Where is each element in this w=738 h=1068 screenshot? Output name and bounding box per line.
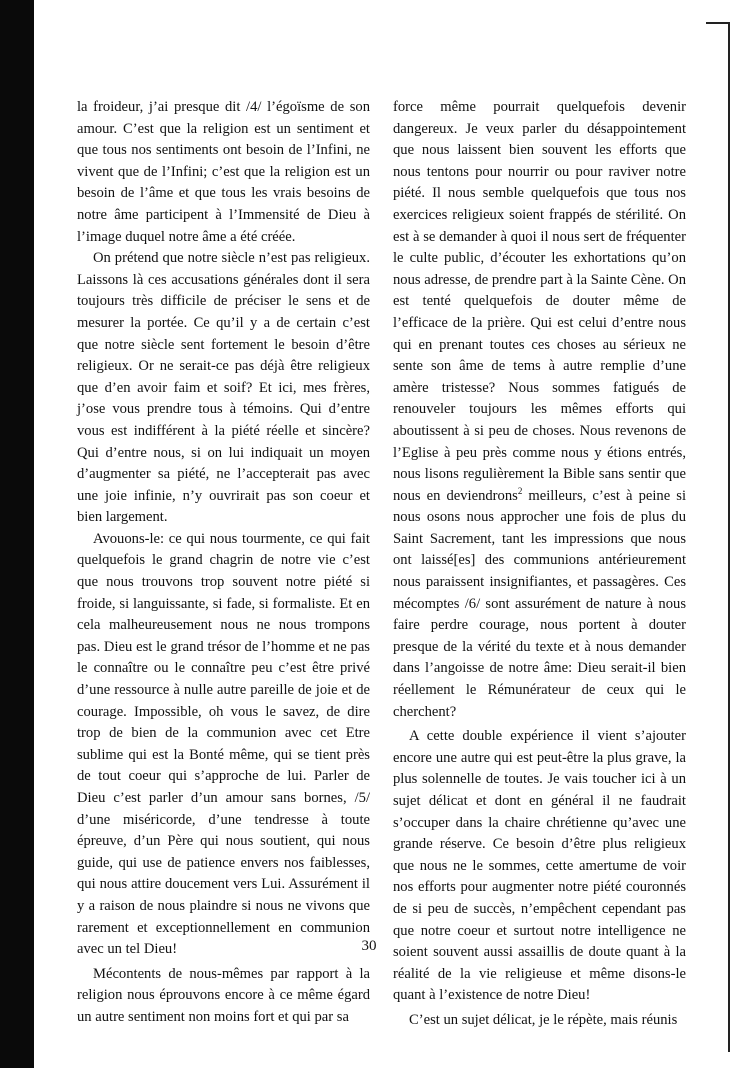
paragraph: Avouons-le: ce qui nous tourmente, ce qui fait quelquefois le grand chagrin de notre vie c’est que nous trouvons trop souvent notre piété si froide, si languissante, si fade, si formaliste. Et en cela malheureusement nous ne nous trompons pas. Dieu est le grand trésor de l’homme et ne pas le connaître ou le connaître peu c’est être privé d’une ressource à nulle autre pareille de joie et de courage. Impossible, oh vous le savez, de dire trop de bien de la communion avec cet Etre sublime qui est la Bonté même, qui se tient près de tout coeur qui s’approche de lui. Parler de Dieu c’est parler d’un amour sans bornes, /5/ d’une miséricorde, d’une tendresse à toute épreuve, d’un Père qui nous soutient, qui nous guide, qui use de patience envers nos faiblesses, qui nous attire doucement vers Lui. Assurément il y a raison de nous plaindre si nous ne vivons que rarement et exceptionnellement en communion avec un tel Dieu! (77, 530, 370, 958)
left-column (77, 97, 370, 1029)
paragraph-text: force même pourrait quelquefois devenir dangereux. Je veux parler du désappointement que nous laissent bien souvent les efforts que nous tentons pour nourrir ou pour raviver notre piété. Il nous semble quelquefois que tous nos exercices religieux soient frappés de stérilité. On est à se demander à quoi il nous sert de fréquenter le culte public, d’écouter les exhortations qu’on nous adresse, de prendre part à la Sainte Cène. On est tenté quelquefois de douter même de l’efficace de la prière. Qui est celui d’entre nous qui en prenant toutes ces choses au sérieux ne sente son âme de tems à autre remplie d’une amère tristesse? Nous sommes fatigués de renouveler toujours les mêmes efforts qui aboutissent à si peu de choses. Nous revenons de l’Eglise à peu près comme nous y étions entrés, nous lisons regulièrement la Bible sans sentir que nous en deviendrons (393, 99, 686, 504)
paragraph: A cette double expérience il vient s’ajouter encore une autre qui est peut-être la plus grave, la plus solennelle de toutes. Je vais toucher ici à un sujet délicat et dont en général il ne faudrait s’occuper dans la chaire chrétienne qu’avec une grande réserve. Ce besoin d’être plus religieux que nous ne le sommes, cette amertume de voir nos efforts pour augmenter notre piété couronnés de si peu de succès, n’empêchent cependant pas que notre coeur et surtout notre intelligence ne soient souvent aussi assaillis de doute quant à la réalité de la vie religieuse et même disons-le quant à l’existence de notre Dieu! (393, 728, 686, 1004)
paragraph: Mécontents de nous-mêmes par rapport à la religion nous éprouvons encore à ce même égard un autre sentiment non moins fort et qui par sa (77, 965, 370, 1025)
right-column (393, 97, 686, 1032)
crop-mark-vertical (728, 22, 730, 1052)
paragraph-text: meilleurs, c’est à peine si nous osons nous approcher une fois de plus du Saint Sacrement, tant les impressions que nous ont laissé[es] des communions antérieurement nous paraissent insignifiantes, et passagères. Ces mécomptes /6/ sont assurément de nature à nous faire perdre courage, nous portent à douter presque de la vérité du texte et à nous demander dans l’angoisse de notre âme: Dieu serait-il bien réellement le Rémunérateur de ceux qui le cherchent? (393, 487, 686, 720)
paragraph: la froideur, j’ai presque dit /4/ l’égoïsme de son amour. C’est que la religion est un sentiment et que tous nos sentiments ont besoin de l’Infini, ne vivent que de l’Infini; c’est que la religion est un besoin de l’âme et que tous les vrais besoins de notre âme participent à l’Immensité de Dieu à l’image duquel notre âme a été créée. (77, 99, 370, 245)
footnote-marker: 2 (517, 485, 523, 496)
crop-mark (706, 22, 732, 1052)
paragraph: C’est un sujet délicat, je le répète, mais réunis (409, 1011, 678, 1028)
paragraph (393, 97, 686, 723)
crop-mark-horizontal (706, 22, 730, 24)
scan-edge-bar (0, 0, 34, 1068)
page-number: 30 (361, 938, 377, 954)
paragraph: On prétend que notre siècle n’est pas religieux. Laissons là ces accusations générales dont il sera toujours très difficile de préciser le sens et de mesurer la portée. Ce qu’il y a de certain c’est que notre siècle sent fortement le besoin d’être religieux. Or ne serait-ce pas déjà être religieux que d’en avoir faim et soif? Et ici, mes frères, j’ose vous prendre tous à témoins. Qui d’entre vous est indifférent à la piété réelle et sincère? Qui d’entre nous, si on lui indiquait un moyen d’augmenter sa piété, ne l’accepterait pas avec une joie infinie, n’y ouvrirait pas son coeur et bien largement. (77, 250, 370, 526)
